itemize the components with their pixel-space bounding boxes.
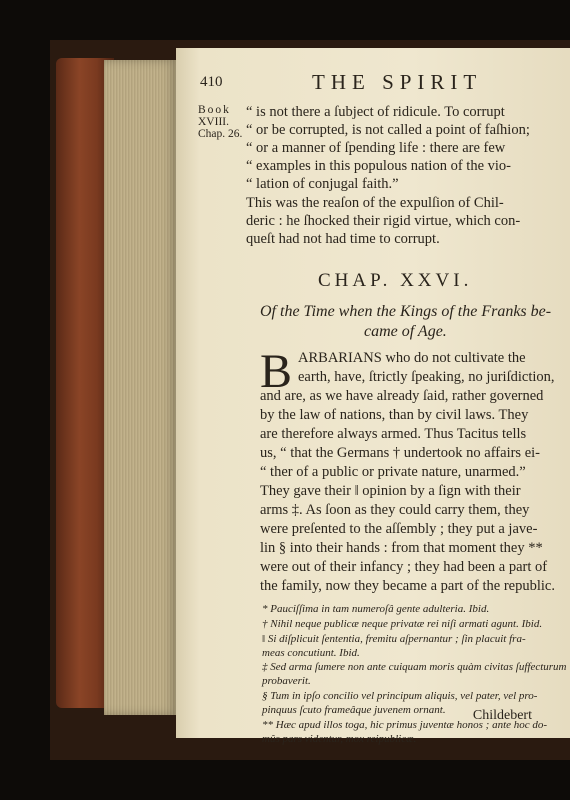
drop-cap: B bbox=[260, 345, 293, 398]
margin-note-chapter: Chap. 26. bbox=[198, 128, 243, 140]
text-line: the family, now they became a part of the republic. bbox=[260, 578, 555, 594]
margin-note-book: Book bbox=[198, 104, 231, 116]
text-line: arms ‡. As ſoon as they could carry them, they bbox=[260, 502, 530, 518]
margin-note bbox=[198, 104, 242, 140]
catchword: Childebert bbox=[472, 708, 532, 723]
running-head: THE SPIRIT bbox=[312, 70, 483, 94]
text-line: “ is not there a ſubject of ridicule. To corrupt bbox=[246, 104, 505, 120]
footnote: meas concutiunt. Ibid. bbox=[262, 647, 360, 659]
text-line: deric : he ſhocked their rigid virtue, which con- bbox=[246, 213, 521, 229]
text-line: were preſented to the aſſembly ; they put a jave- bbox=[260, 521, 538, 537]
text-line: are therefore always armed. Thus Tacitus tells bbox=[260, 426, 527, 442]
text-line: ARBARIANS who do not cultivate the bbox=[298, 350, 526, 366]
text-line: “ or a manner of ſpending life : there are few bbox=[246, 140, 506, 156]
footnote: * Pauciſſima in tam numeroſâ gente adulteria. Ibid. bbox=[262, 603, 490, 615]
margin-note-number: XVIII. bbox=[198, 116, 229, 128]
book-page bbox=[176, 48, 570, 745]
chapter-heading: CHAP. XXVI. bbox=[318, 270, 473, 291]
footnote: pinquus ſcuto frameâque juvenem ornant. bbox=[262, 704, 446, 716]
text-line: “ ther of a public or private nature, unarmed.” bbox=[260, 464, 526, 480]
text-line: “ examples in this populous nation of the vio- bbox=[246, 158, 511, 174]
page-number: 410 bbox=[200, 74, 223, 90]
text-line: by the law of nations, than by civil laws. They bbox=[260, 407, 529, 423]
text-line: “ or be corrupted, is not called a point of faſhion; bbox=[246, 122, 530, 138]
text-line: were out of their infancy ; they had been a part of bbox=[260, 559, 548, 575]
text-line: us, “ that the Germans † undertook no affairs ei- bbox=[260, 445, 540, 461]
footnote: mûs pars videntur, mox reipublicæ. bbox=[262, 733, 417, 745]
footnote: ** Hæc apud illos toga, hic primus juventæ honos ; ante hoc do- bbox=[262, 719, 548, 731]
text-line: and are, as we have already ſaid, rather governed bbox=[260, 388, 544, 404]
footnote: § Tum in ipſo concilio vel principum aliquis, vel pater, vel pro- bbox=[262, 690, 538, 702]
text-line: They gave their ‖ opinion by a ſign with their bbox=[260, 483, 521, 499]
footnote: probaverit. bbox=[262, 675, 311, 687]
text-line: This was the reaſon of the expulſion of Chil- bbox=[246, 195, 504, 211]
text-line: “ lation of conjugal faith.” bbox=[246, 176, 399, 192]
text-line: earth, have, ſtrictly ſpeaking, no juriſdiction, bbox=[298, 369, 555, 385]
footnote: ‖ Si diſplicuit ſententia, fremitu aſpernantur ; ſin placuit fra- bbox=[262, 633, 526, 645]
footnote: ‡ Sed arma ſumere non ante cuiquam moris quàm civitas ſuffecturum bbox=[262, 661, 567, 673]
footnote: † Nihil neque publicæ neque privatæ rei niſi armati agunt. Ibid. bbox=[262, 618, 543, 630]
text-line: queſt had not had time to corrupt. bbox=[246, 231, 440, 247]
chapter-subtitle: came of Age. bbox=[364, 323, 447, 340]
chapter-subtitle: Of the Time when the Kings of the Franks be- bbox=[260, 303, 552, 320]
text-line: lin § into their hands : from that moment they ** bbox=[260, 540, 543, 556]
page-edges bbox=[104, 60, 178, 715]
